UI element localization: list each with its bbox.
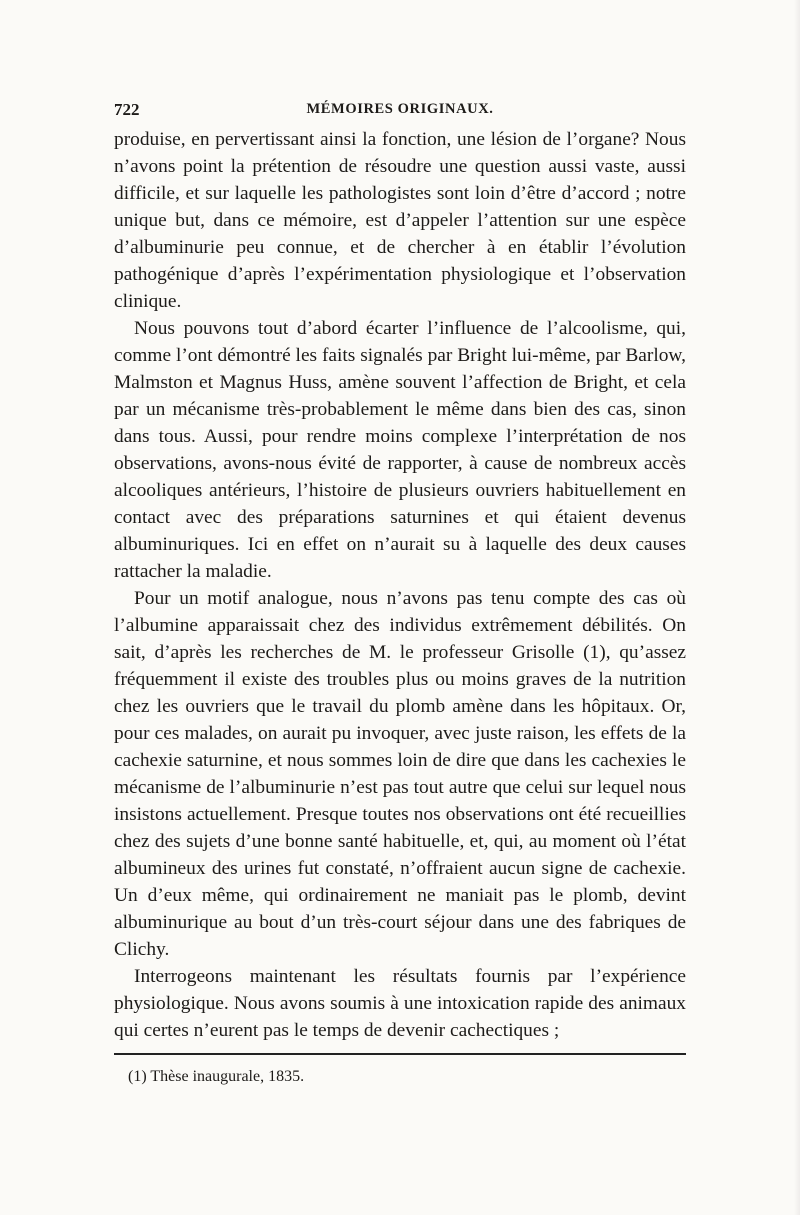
body-text [114,126,686,1044]
page-number: 722 [114,100,140,119]
footnote: (1) Thèse inaugurale, 1835. [128,1068,305,1085]
running-head [114,92,686,126]
running-title: MÉMOIRES ORIGINAUX. [306,101,494,117]
paragraph-1: produise, en pervertissant ainsi la fonction, une lésion de l’organe? Nous n’avons point la prétention de résoudre une question aussi vaste, aussi difficile, et sur laquelle les pathologistes sont loin d’être d’accord ; notre unique but, dans ce mémoire, est d’appeler l’attention sur une espèce d’albuminurie peu connue, et de chercher à en établir l’évolution pathogénique d’après l’expérimentation physiologique et l’observation clinique. [114,129,686,312]
paragraph-4: Interrogeons maintenant les résultats fournis par l’expérience physiologique. Nous avons soumis à une intoxication rapide des animaux qui certes n’eurent pas le temps de devenir cachectiques ; [114,966,686,1041]
document-page [114,92,686,1087]
footnote-rule [114,1053,686,1055]
paragraph-2: Nous pouvons tout d’abord écarter l’influence de l’alcoolisme, qui, comme l’ont démontré les faits signalés par Bright lui-même, par Barlow, Malmston et Magnus Huss, amène souvent l’affection de Bright, et cela par un mécanisme très-probablement le même dans bien des cas, sinon dans tous. Aussi, pour rendre moins complexe l’interprétation de nos observations, avons-nous évité de rapporter, à cause de nombreux accès alcooliques antérieurs, l’histoire de plusieurs ouvriers habituellement en contact avec des préparations saturnines et qui étaient devenus albuminuriques. Ici en effet on n’aurait su à laquelle des deux causes rattacher la maladie. [114,318,686,582]
page-edge-shadow [794,0,800,1215]
paragraph-3: Pour un motif analogue, nous n’avons pas tenu compte des cas où l’albumine apparaissait chez des individus extrêmement débilités. On sait, d’après les recherches de M. le professeur Grisolle (1), qu’assez fréquemment il existe des troubles plus ou moins graves de la nutrition chez les ouvriers que le travail du plomb amène dans les hôpitaux. Or, pour ces malades, on aurait pu invoquer, avec juste raison, les effets de la cachexie saturnine, et nous sommes loin de dire que dans les cachexies le mécanisme de l’albuminurie n’est pas tout autre que celui sur lequel nous insistons actuellement. Presque toutes nos observations ont été recueillies chez des sujets d’une bonne santé habituelle, et, qui, au moment où l’état albumineux des urines fut constaté, n’offraient aucun signe de cachexie. Un d’eux même, qui ordinairement ne maniait pas le plomb, devint albuminurique au bout d’un très-court séjour dans une des fabriques de Clichy. [114,588,686,960]
